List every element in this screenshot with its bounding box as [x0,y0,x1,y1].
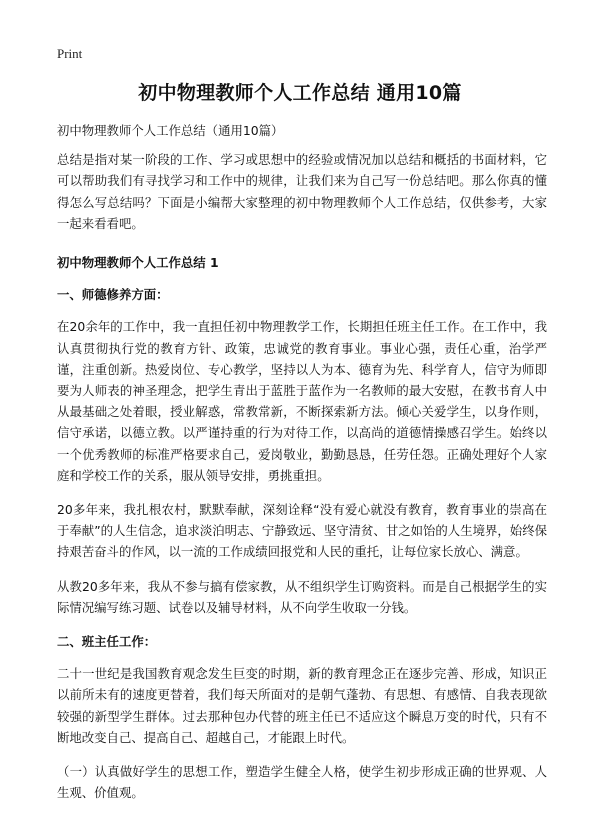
paragraph: 二十一世纪是我国教育观念发生巨变的时期，新的教育理念正在逐步完善、形成，知识正以前所未有的速度更替着，我们每天所面对的是朝气蓬勃、有思想、有感情、自我表现欲较强的新型学生群体。过去那种包办代替的班主任已不适应这个瞬息万变的时代，只有不断地改变自己、提高自己、超越自己，才能跟上时代。 [57,666,547,745]
section-title: 初中物理教师个人工作总结 1 [57,255,219,271]
document-body [57,120,547,803]
print-label: Print [57,46,83,61]
paragraph: 在20余年的工作中，我一直担任初中物理教学工作，长期担任班主任工作。在工作中，我认真贯彻执行党的教育方针、政策，忠诚党的教育事业。事业心强，责任心重，治学严谨，注重创新。热爱岗位、专心教学，坚持以人为本、德育为先、科学育人，信守为师即要为人师表的神圣理念，把学生青出于蓝胜于蓝作为一名教师的最大安慰，在教书育人中从最基础之处着眼，授业解惑，常教常新，不断探索新方法。倾心关爱学生，以身作则，信守承诺，以德立教。以严谨持重的行为对待工作，以高尚的道德情操感召学生。始终以一个优秀教师的标准严格要求自己，爱岗敬业，勤勤恳恳，任劳任怨。正确处理好个人家庭和学校工作的关系，服从领导安排，勇挑重担。 [57,319,547,483]
paragraph: 从教20多年来，我从不参与搞有偿家教，从不组织学生订购资料。而是自己根据学生的实际情况编写练习题、试卷以及辅导材料，从不向学生收取一分钱。 [57,578,547,615]
heading-class-teacher: 二、班主任工作： [57,634,157,650]
document-title: 初中物理教师个人工作总结 通用10篇 [138,82,462,104]
paragraph: （一）认真做好学生的思想工作，塑造学生健全人格，使学生初步形成正确的世界观、人生观、价值观。 [57,764,547,801]
heading-ethics: 一、师德修养方面： [57,287,169,303]
intro-paragraph: 总结是指对某一阶段的工作、学习或思想中的经验或情况加以总结和概括的书面材料，它可以帮助我们有寻找学习和工作中的规律，让我们来为自己写一份总结吧。那么你真的懂得怎么写总结吗？下面是小编帮大家整理的初中物理教师个人工作总结，仅供参考，大家一起来看看吧。 [57,152,547,231]
paragraph: 20多年来，我扎根农村，默默奉献，深刻诠释“没有爱心就没有教育，教育事业的崇高在于奉献”的人生信念，追求淡泊明志、宁静致远、坚守清贫、甘之如饴的人生境界，始终保持艰苦奋斗的作风，以一流的工作成绩回报党和人民的重托，让每位家长放心、满意。 [57,502,547,560]
document-subtitle: 初中物理教师个人工作总结（通用10篇） [57,123,284,138]
